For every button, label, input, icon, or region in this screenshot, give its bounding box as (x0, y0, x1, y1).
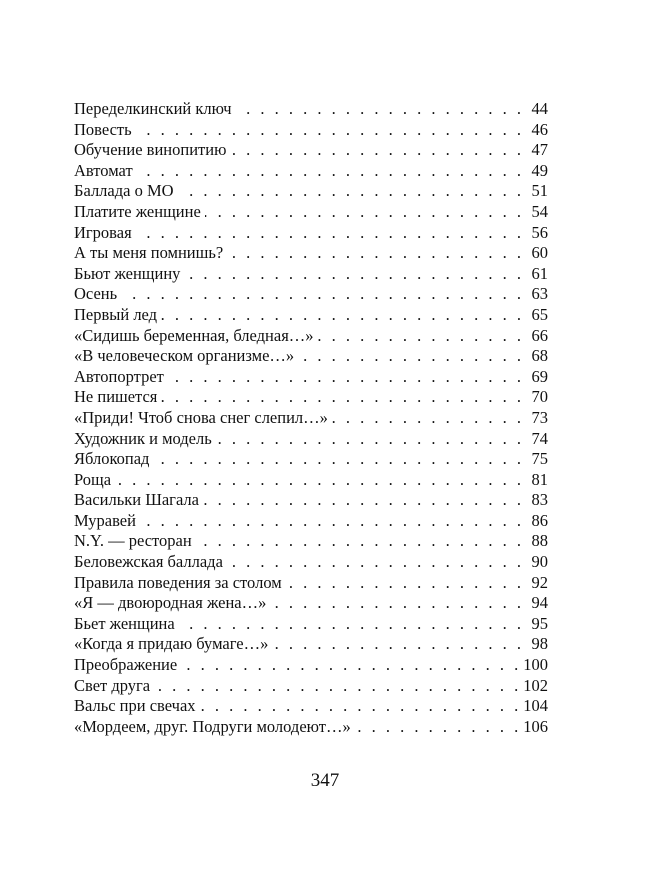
toc-entry-title: Автомат (74, 160, 133, 180)
toc-dot-leader (168, 367, 521, 388)
toc-entry-page: 63 (531, 284, 548, 304)
toc-entry-title: Первый лед (74, 304, 158, 324)
toc-entry (74, 696, 548, 717)
toc-entry-page: 83 (531, 490, 548, 510)
toc-entry (74, 202, 548, 223)
toc-dot-leader (230, 140, 521, 161)
toc-entry-page: 102 (523, 675, 548, 695)
table-of-contents (74, 99, 548, 737)
toc-entry-page: 88 (531, 531, 548, 551)
toc-entry-title: Свет друга (74, 675, 151, 695)
toc-dot-leader (286, 573, 521, 594)
toc-entry-title: «Я — двоюродная жена…» (74, 593, 267, 613)
toc-dot-leader (200, 696, 519, 717)
toc-entry-title: Не пишется (74, 387, 158, 407)
toc-entry-title: «Мордеем, друг. Подруги молодеют…» (74, 716, 351, 736)
toc-entry-title: Преображение (74, 655, 178, 675)
toc-entry-page: 69 (531, 366, 548, 386)
toc-entry-title: «В человеческом организме…» (74, 346, 295, 366)
toc-entry-title: Правила поведения за столом (74, 572, 282, 592)
toc-entry (74, 284, 548, 305)
toc-entry-title: Васильки Шагала (74, 490, 199, 510)
toc-dot-leader (179, 614, 521, 635)
toc-entry (74, 140, 548, 161)
toc-entry-page: 74 (531, 428, 548, 448)
toc-dot-leader (298, 346, 521, 367)
toc-entry-title: Баллада о МО (74, 181, 174, 201)
toc-entry-page: 81 (531, 469, 548, 489)
toc-entry-title: Автопортрет (74, 366, 164, 386)
toc-entry-title: Бьют женщину (74, 263, 181, 283)
toc-entry-page: 98 (531, 634, 548, 654)
toc-entry (74, 449, 548, 470)
toc-entry-page: 61 (531, 263, 548, 283)
toc-entry (74, 346, 548, 367)
toc-entry-page: 90 (531, 552, 548, 572)
toc-entry-page: 94 (531, 593, 548, 613)
toc-dot-leader (181, 655, 518, 676)
toc-entry (74, 470, 548, 491)
toc-dot-leader (205, 202, 521, 223)
toc-entry-title: Вальс при свечах (74, 696, 196, 716)
toc-entry-title: Художник и модель (74, 428, 212, 448)
toc-entry (74, 593, 548, 614)
toc-entry (74, 387, 548, 408)
toc-dot-leader (161, 387, 521, 408)
toc-dot-leader (153, 449, 521, 470)
toc-entry-title: А ты меня помнишь? (74, 243, 224, 263)
toc-entry-page: 70 (531, 387, 548, 407)
toc-entry (74, 99, 548, 120)
toc-dot-leader (355, 717, 519, 738)
toc-entry-page: 75 (531, 449, 548, 469)
toc-dot-leader (318, 326, 521, 347)
toc-dot-leader (137, 161, 521, 182)
toc-entry (74, 655, 548, 676)
toc-dot-leader (272, 634, 521, 655)
toc-entry-page: 100 (523, 655, 548, 675)
toc-entry (74, 367, 548, 388)
toc-entry (74, 223, 548, 244)
toc-dot-leader (332, 408, 521, 429)
toc-entry (74, 676, 548, 697)
toc-entry-title: Игровая (74, 222, 132, 242)
toc-entry-title: Беловежская баллада (74, 552, 223, 572)
toc-dot-leader (236, 99, 521, 120)
toc-entry (74, 573, 548, 594)
toc-dot-leader (270, 593, 521, 614)
toc-entry (74, 305, 548, 326)
toc-entry (74, 161, 548, 182)
toc-entry (74, 552, 548, 573)
toc-entry-title: Повесть (74, 119, 132, 139)
toc-entry-page: 65 (531, 304, 548, 324)
toc-entry-page: 51 (531, 181, 548, 201)
toc-entry (74, 243, 548, 264)
toc-dot-leader (140, 511, 521, 532)
toc-entry-title: «Когда я придаю бумаге…» (74, 634, 269, 654)
toc-entry-page: 73 (531, 407, 548, 427)
toc-entry (74, 120, 548, 141)
toc-dot-leader (196, 531, 521, 552)
toc-dot-leader (154, 676, 518, 697)
toc-dot-leader (178, 181, 521, 202)
toc-entry-page: 68 (531, 346, 548, 366)
toc-entry-title: Бьет женщина (74, 613, 175, 633)
toc-entry (74, 531, 548, 552)
toc-entry-page: 46 (531, 119, 548, 139)
toc-entry (74, 408, 548, 429)
toc-entry-page: 95 (531, 613, 548, 633)
toc-dot-leader (161, 305, 521, 326)
toc-dot-leader (227, 552, 521, 573)
toc-entry-page: 44 (531, 99, 548, 118)
toc-entry-title: Осень (74, 284, 118, 304)
toc-entry (74, 614, 548, 635)
toc-entry-page: 47 (531, 140, 548, 160)
toc-dot-leader (121, 284, 521, 305)
toc-entry-page: 54 (531, 201, 548, 221)
toc-entry-title: Переделкинский ключ (74, 99, 232, 118)
toc-entry-page: 104 (523, 696, 548, 716)
toc-entry-page: 60 (531, 243, 548, 263)
toc-dot-leader (203, 490, 521, 511)
toc-dot-leader (136, 223, 521, 244)
toc-entry-page: 92 (531, 572, 548, 592)
toc-entry-title: N.Y. — ресторан (74, 531, 192, 551)
toc-entry (74, 634, 548, 655)
toc-entry-title: Яблокопад (74, 449, 150, 469)
toc-entry (74, 326, 548, 347)
toc-entry-title: Платите женщине (74, 201, 201, 221)
toc-entry-page: 49 (531, 160, 548, 180)
toc-dot-leader (115, 470, 521, 491)
toc-dot-leader (216, 429, 521, 450)
toc-entry-title: «Сидишь беременная, бледная…» (74, 325, 314, 345)
toc-entry-page: 66 (531, 325, 548, 345)
page-number: 347 (310, 770, 340, 791)
toc-entry-page: 56 (531, 222, 548, 242)
toc-entry (74, 429, 548, 450)
toc-entry (74, 511, 548, 532)
toc-dot-leader (136, 120, 521, 141)
toc-entry (74, 717, 548, 738)
toc-entry-title: Муравей (74, 510, 136, 530)
toc-entry (74, 264, 548, 285)
toc-entry-title: «Приди! Чтоб снова снег слепил…» (74, 407, 328, 427)
toc-entry (74, 490, 548, 511)
toc-entry-title: Роща (74, 469, 112, 489)
toc-entry-page: 106 (523, 716, 548, 736)
toc-dot-leader (227, 243, 521, 264)
toc-entry-title: Обучение винопитию (74, 140, 227, 160)
toc-entry (74, 181, 548, 202)
toc-entry-page: 86 (531, 510, 548, 530)
toc-dot-leader (184, 264, 521, 285)
